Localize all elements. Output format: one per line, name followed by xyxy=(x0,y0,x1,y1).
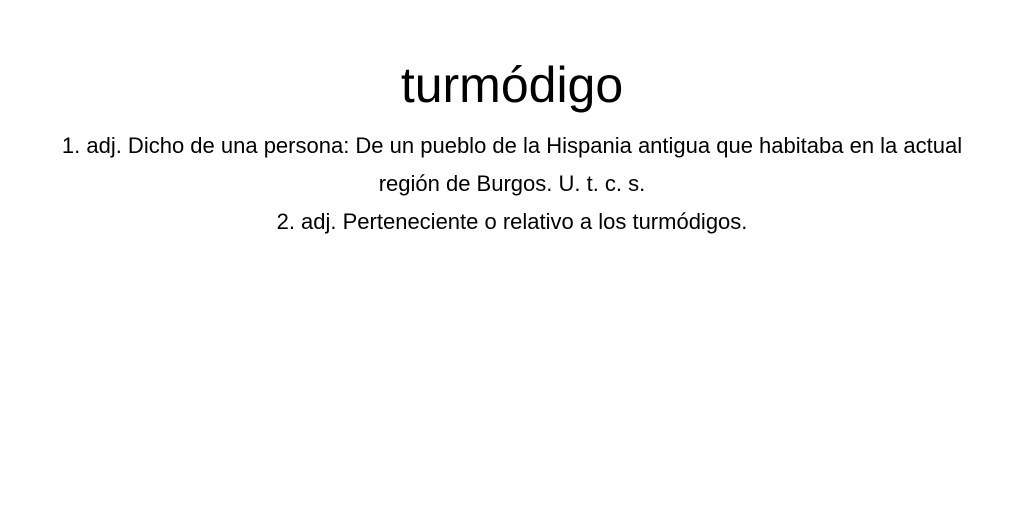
definition-list xyxy=(60,127,964,241)
definition-2: 2. adj. Perteneciente o relativo a los turmódigos. xyxy=(276,209,748,234)
entry-headword: turmódigo xyxy=(400,57,624,113)
definition-1: 1. adj. Dicho de una persona: De un pueblo de la Hispania antigua que habitaba en la actual región de Burgos. U. t. c. s. xyxy=(61,133,963,196)
